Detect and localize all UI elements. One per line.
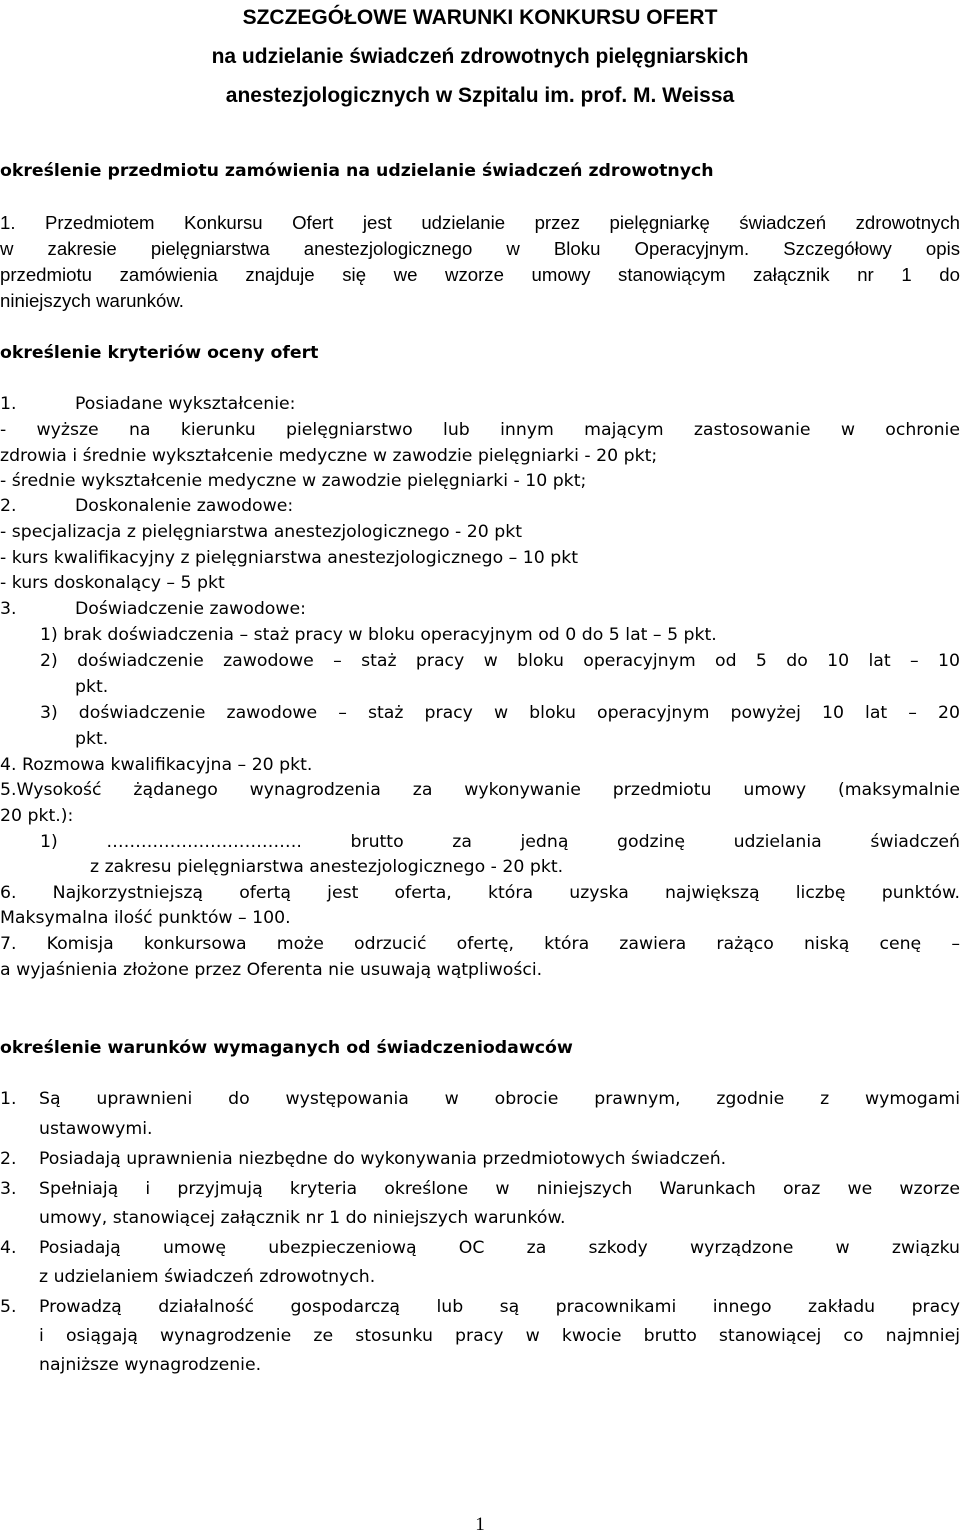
- subject-paragraph-line-1: 1. Przedmiotem Konkursu Ofert jest udzielanie przez pielęgniarkę świadczeń zdrowotnych: [0, 212, 960, 233]
- document-title-line-1: SZCZEGÓŁOWE WARUNKI KONKURSU OFERT: [242, 6, 718, 29]
- criterion-1-number: 1.: [0, 394, 17, 414]
- criterion-5-option-1-line-1: 1) ……………………………. brutto za jedną godzinę udzielania świadczeń: [40, 832, 960, 852]
- condition-4-line-1: Posiadają umowę ubezpieczeniową OC za szkody wyrządzone w związku: [39, 1238, 960, 1258]
- condition-5-line-3: najniższe wynagrodzenie.: [39, 1355, 262, 1375]
- section-heading-subject: określenie przedmiotu zamówienia na udzielanie świadczeń zdrowotnych: [0, 161, 714, 181]
- criterion-5-option-1-line-2: z zakresu pielęgniarstwa anestezjologicznego - 20 pkt.: [90, 857, 564, 877]
- page-number: 1: [475, 1514, 485, 1535]
- condition-5-number: 5.: [0, 1297, 17, 1317]
- criterion-5-line-2: 20 pkt.):: [0, 806, 74, 826]
- condition-3-line-2: umowy, stanowiącej załącznik nr 1 do niniejszych warunków.: [39, 1208, 566, 1228]
- criterion-5-line-1: 5.Wysokość żądanego wynagrodzenia za wykonywanie przedmiotu umowy (maksymalnie: [0, 780, 960, 800]
- criterion-2-item-c: - kurs doskonalący – 5 pkt: [0, 573, 225, 593]
- subject-paragraph-line-2: w zakresie pielęgniarstwa anestezjologicznego w Bloku Operacyjnym. Szczegółowy opis: [0, 238, 960, 259]
- criterion-2-item-a: - specjalizacja z pielęgniarstwa anestezjologicznego - 20 pkt: [0, 522, 523, 542]
- criterion-6-line-2: Maksymalna ilość punktów – 100.: [0, 908, 291, 928]
- criterion-7-line-2: a wyjaśnienia złożone przez Oferenta nie usuwają wątpliwości.: [0, 960, 543, 980]
- document-title-line-2: na udzielanie świadczeń zdrowotnych pielęgniarskich: [211, 45, 749, 68]
- criterion-7-line-1: 7. Komisja konkursowa może odrzucić ofertę, która zawiera rażąco niską cenę –: [0, 934, 960, 954]
- condition-2-number: 2.: [0, 1149, 17, 1169]
- criterion-6-line-1: 6. Najkorzystniejszą ofertą jest oferta, która uzyska największą liczbę punktów.: [0, 883, 960, 903]
- condition-5-line-1: Prowadzą działalność gospodarczą lub są pracownikami innego zakładu pracy: [39, 1297, 960, 1317]
- criterion-4: 4. Rozmowa kwalifikacyjna – 20 pkt.: [0, 755, 313, 775]
- condition-1-number: 1.: [0, 1089, 17, 1109]
- condition-4-line-2: z udzielaniem świadczeń zdrowotnych.: [39, 1267, 376, 1287]
- section-heading-conditions: określenie warunków wymaganych od świadczeniodawców: [0, 1038, 573, 1058]
- condition-1-line-2: ustawowymi.: [39, 1119, 153, 1139]
- criterion-3-title: Doświadczenie zawodowe:: [75, 599, 306, 619]
- criterion-1-item-a-line-2: zdrowia i średnie wykształcenie medyczne w zawodzie pielęgniarki - 20 pkt;: [0, 446, 658, 466]
- section-heading-criteria: określenie kryteriów oceny ofert: [0, 343, 319, 363]
- criterion-1-title: Posiadane wykształcenie:: [75, 394, 296, 414]
- criterion-2-title: Doskonalenie zawodowe:: [75, 496, 294, 516]
- subject-paragraph-line-3: przedmiotu zamówienia znajduje się we wzorze umowy stanowiącym załącznik nr 1 do: [0, 264, 960, 285]
- criterion-3-number: 3.: [0, 599, 17, 619]
- criterion-1-item-a-line-1: - wyższe na kierunku pielęgniarstwo lub innym mającym zastosowanie w ochronie: [0, 420, 960, 440]
- criterion-3-option-3-line-2: pkt.: [75, 729, 109, 749]
- criterion-2-item-b: - kurs kwalifikacyjny z pielęgniarstwa anestezjologicznego – 10 pkt: [0, 548, 579, 568]
- condition-2-line-1: Posiadają uprawnienia niezbędne do wykonywania przedmiotowych świadczeń.: [39, 1149, 727, 1169]
- criterion-3-option-1: 1) brak doświadczenia – staż pracy w bloku operacyjnym od 0 do 5 lat – 5 pkt.: [40, 625, 717, 645]
- criterion-3-option-2-line-1: 2) doświadczenie zawodowe – staż pracy w bloku operacyjnym od 5 do 10 lat – 10: [40, 651, 960, 671]
- condition-3-number: 3.: [0, 1179, 17, 1199]
- criterion-3-option-3-line-1: 3) doświadczenie zawodowe – staż pracy w bloku operacyjnym powyżej 10 lat – 20: [40, 703, 960, 723]
- criterion-2-number: 2.: [0, 496, 17, 516]
- subject-paragraph-line-4: niniejszych warunków.: [0, 290, 184, 311]
- condition-3-line-1: Spełniają i przyjmują kryteria określone w niniejszych Warunkach oraz we wzorze: [39, 1179, 960, 1199]
- condition-5-line-2: i osiągają wynagrodzenie ze stosunku pracy w kwocie brutto stanowiącej co najmniej: [39, 1326, 960, 1346]
- condition-4-number: 4.: [0, 1238, 17, 1258]
- criterion-3-option-2-line-2: pkt.: [75, 677, 109, 697]
- document-title-line-3: anestezjologicznych w Szpitalu im. prof. M. Weissa: [225, 84, 735, 107]
- criterion-1-item-b: - średnie wykształcenie medyczne w zawodzie pielęgniarki - 10 pkt;: [0, 471, 587, 491]
- condition-1-line-1: Są uprawnieni do występowania w obrocie prawnym, zgodnie z wymogami: [39, 1089, 960, 1109]
